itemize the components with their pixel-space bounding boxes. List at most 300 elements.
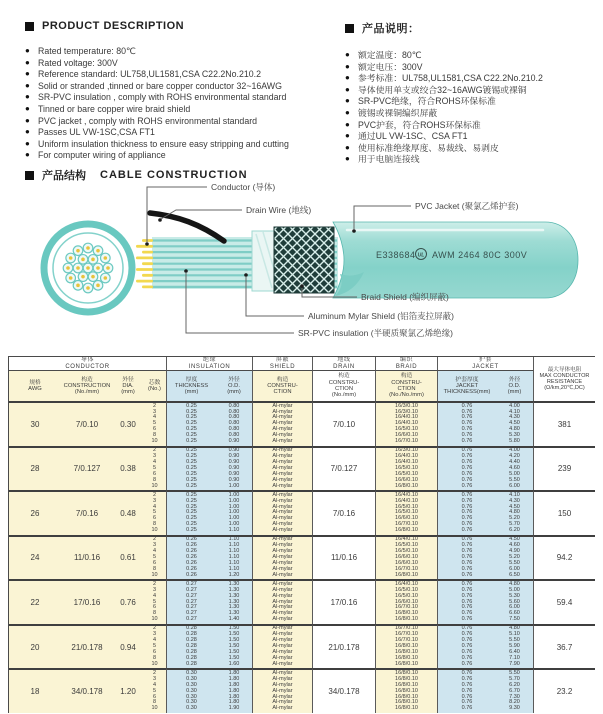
cell-line: JACKET	[472, 363, 499, 370]
spec-cell-shield-awg28	[253, 446, 313, 491]
cell-line: 0.80	[228, 402, 240, 409]
cell-line: 8	[152, 476, 157, 483]
cell-line: 6.40	[509, 648, 520, 655]
cell-line: 16/5/0.10	[395, 426, 418, 433]
cell-line: 0.76	[461, 610, 473, 617]
cell-line: 16/8/0.10	[395, 643, 418, 650]
spec-cell-construction-awg26: 7/0.16	[61, 490, 113, 535]
cell-line: 外径	[122, 376, 134, 383]
cell-line: 0.27	[186, 592, 197, 599]
spec-cell-resistance-awg18: 23.2	[534, 668, 595, 713]
cell-line: 导体	[80, 357, 95, 364]
cell-line: 5.10	[509, 631, 520, 638]
cell-line: Al-mylar	[272, 654, 293, 661]
cell-line: 0.27	[186, 616, 197, 623]
cell-line: 0.25	[186, 438, 197, 445]
spec-cell-resistance-awg28: 239	[534, 446, 595, 491]
cell-line: 2	[152, 491, 157, 498]
cell-line: 0.80	[228, 408, 240, 415]
spec-cell-ins_od-awg24	[216, 535, 253, 580]
cell-line: 0.80	[228, 432, 240, 439]
cell-line: (mm)	[507, 389, 522, 396]
cell-line: 16/8/0.10	[395, 675, 418, 682]
cell-line: 4.90	[509, 548, 520, 555]
cell-line: 0.90	[228, 470, 240, 477]
spec-cell-braid-awg22	[376, 579, 438, 624]
cell-line: 10	[151, 571, 158, 578]
cell-line: 5.60	[509, 598, 520, 605]
cell-line: 0.25	[186, 414, 197, 421]
bullet-item: ● Rated temperature: 80℃	[25, 46, 340, 56]
cell-line: Al-mylar	[272, 559, 293, 566]
cell-line: 0.76	[461, 648, 473, 655]
cell-line: 6.50	[509, 571, 520, 578]
cell-line: 5	[152, 509, 157, 516]
cell-line: 地线	[337, 357, 351, 364]
cell-line: 16/7/0.10	[395, 521, 418, 528]
spec-cell-ins_od-awg26	[216, 490, 253, 535]
cell-line: 9.30	[509, 705, 520, 712]
spec-cell-shield-awg24	[253, 535, 313, 580]
spec-cell-construction-awg22: 17/0.16	[61, 579, 113, 624]
product-description-list	[25, 46, 340, 161]
cell-line: 8	[152, 432, 157, 439]
cell-line: 1.50	[228, 631, 240, 638]
label-pvc-jacket: PVC Jacket (聚氯乙烯护套)	[415, 201, 519, 211]
spec-cell-ins_od-awg30	[216, 401, 253, 446]
cell-line: THICKNESS(mm)	[443, 389, 491, 396]
cell-line: 1.80	[228, 693, 240, 700]
cell-line: 0.76	[461, 491, 473, 498]
cell-line: 1.30	[228, 586, 240, 593]
bullet-item: ● SR-PVC绝缘，符合ROHS环保标准	[345, 96, 595, 106]
cell-line: CONSTRU-	[267, 382, 298, 389]
spec-cell-jacket_od-awg30	[496, 401, 534, 446]
cell-line: (mm)	[184, 389, 199, 396]
spec-cell-jacket_od-awg28	[496, 446, 534, 491]
cell-line: 5.50	[509, 637, 520, 644]
cell-line: 0.76	[461, 559, 473, 566]
cell-line: 16/8/0.10	[395, 654, 418, 661]
cell-line: 4.80	[509, 580, 520, 587]
cell-line: 4.20	[509, 453, 520, 460]
spec-cell-resistance-awg26: 150	[534, 490, 595, 535]
cell-line: 16/4/0.10	[395, 491, 418, 498]
subheader-ins_od	[216, 370, 253, 401]
spec-cell-braid-awg26	[376, 490, 438, 535]
cell-line: 6.00	[509, 565, 520, 572]
spec-cell-jacket_od-awg24	[496, 535, 534, 580]
spec-cell-awg-awg22: 22	[9, 579, 61, 624]
spec-cell-ins_thickness-awg18	[167, 668, 216, 713]
cell-line: 16/3/0.10	[395, 408, 418, 415]
cell-line: 0.27	[186, 604, 197, 611]
cell-line: 16/8/0.10	[395, 616, 418, 623]
cell-line: 0.76	[461, 420, 473, 427]
spec-cell-dia-awg30: 0.30	[113, 401, 143, 446]
cell-line: 16/3/0.10	[395, 447, 418, 454]
cell-line: Al-mylar	[272, 681, 293, 688]
spec-cell-construction-awg28: 7/0.127	[61, 446, 113, 491]
cell-line: 16/8/0.10	[395, 681, 418, 688]
cell-line: 构造	[338, 373, 350, 380]
cell-line: 1.80	[228, 687, 240, 694]
cell-line: AWG	[28, 386, 42, 392]
spec-cell-dia-awg22: 0.76	[113, 579, 143, 624]
cell-line: 5.50	[509, 559, 520, 566]
cell-line: 5.00	[509, 586, 520, 593]
cell-line: 0.27	[186, 586, 197, 593]
cell-line: 0.25	[186, 426, 197, 433]
cell-line: 0.80	[228, 414, 240, 421]
mylar-foil-graphic	[252, 231, 276, 291]
cell-line: Al-mylar	[272, 610, 293, 617]
cell-line: 0.25	[186, 482, 197, 489]
cell-line: 0.76	[461, 616, 473, 623]
cell-line: 1.10	[228, 553, 240, 560]
cell-line: 5.50	[509, 669, 520, 676]
cell-line: 1.50	[228, 654, 240, 661]
spec-cell-jacket_thickness-awg20	[438, 624, 496, 669]
cell-line: 16/5/0.10	[395, 548, 418, 555]
cell-line: Al-mylar	[272, 637, 293, 644]
cell-line: 1.00	[228, 497, 240, 504]
specification-table	[8, 356, 595, 713]
cell-line: 0.76	[461, 660, 473, 667]
spec-cell-braid-awg28	[376, 446, 438, 491]
cell-line: 1.50	[228, 643, 240, 650]
cell-line: 4	[152, 548, 157, 555]
cell-line: O.D.	[508, 382, 521, 389]
cell-line: 0.26	[186, 553, 197, 560]
cell-line: Al-mylar	[272, 616, 293, 623]
bullet-item: ● 参考标准：UL758,UL1581,CSA C22.2No.210.2	[345, 73, 595, 83]
product-description-section	[25, 20, 340, 162]
cell-line: 3	[152, 586, 157, 593]
cell-line: 构造	[400, 373, 413, 380]
cell-line: 0.26	[186, 536, 197, 543]
cell-line: Al-mylar	[272, 625, 293, 632]
cell-line: 16/3/0.10	[395, 402, 418, 409]
jacket-graphic	[333, 222, 578, 298]
cell-line: 0.30	[186, 693, 197, 700]
cell-line: 5.50	[509, 476, 520, 483]
cell-line: 绝缘	[202, 357, 217, 364]
cell-line: 5.20	[509, 515, 520, 522]
cell-line: 16/6/0.10	[395, 559, 418, 566]
cell-line: 0.30	[186, 675, 197, 682]
cell-line: Al-mylar	[272, 669, 293, 676]
cell-line: 4.80	[509, 509, 520, 516]
cell-line: 1.50	[228, 648, 240, 655]
cell-line: (No./No./mm)	[389, 392, 424, 399]
spec-cell-shield-awg30	[253, 401, 313, 446]
cell-line: Al-mylar	[272, 509, 293, 516]
cell-line: Al-mylar	[272, 458, 293, 465]
bullet-item: ● For computer wiring of appliance	[25, 150, 340, 160]
cell-line: 1.20	[228, 571, 240, 578]
cell-line: 1.50	[228, 637, 240, 644]
cell-line: 6.60	[509, 610, 520, 617]
cell-line: Al-mylar	[272, 438, 293, 445]
cell-line: 16/7/0.10	[395, 625, 418, 632]
cell-line: Al-mylar	[272, 571, 293, 578]
cable-cross-section	[44, 224, 132, 312]
cell-line: 6	[152, 515, 157, 522]
cell-line: 0.80	[228, 420, 240, 427]
cell-line: Al-mylar	[272, 515, 293, 522]
spec-cell-dia-awg24: 0.61	[113, 535, 143, 580]
spec-cell-resistance-awg22: 59.4	[534, 579, 595, 624]
cell-line: 5	[152, 643, 157, 650]
cell-line: Al-mylar	[272, 414, 293, 421]
cell-line: 16/5/0.10	[395, 470, 418, 477]
cell-line: (No./mm)	[331, 392, 357, 399]
spec-cell-jacket_thickness-awg26	[438, 490, 496, 535]
cable-construction-diagram	[0, 170, 603, 356]
cell-line: 0.76	[461, 402, 473, 409]
cell-line: 0.76	[461, 414, 473, 421]
cell-line: 8	[152, 521, 157, 528]
cell-line: 1.60	[228, 660, 240, 667]
cell-line: 5	[152, 598, 157, 605]
spec-cell-ins_od-awg18	[216, 668, 253, 713]
spec-cell-drain-awg24: 11/0.16	[313, 535, 376, 580]
bullet-item: ● 用于电脑连接线	[345, 154, 595, 164]
cell-line: 4	[152, 637, 157, 644]
cell-line: 护套	[478, 357, 493, 364]
cell-line: 16/7/0.10	[395, 438, 418, 445]
cell-line: 16/8/0.10	[395, 527, 418, 534]
cell-line: 0.28	[186, 648, 197, 655]
product-description-cn-section	[345, 20, 595, 166]
cell-line: 0.90	[228, 438, 240, 445]
cell-line: Al-mylar	[272, 447, 293, 454]
cell-line: 0.76	[461, 432, 473, 439]
bullet-item: ● SR-PVC insulation , comply with ROHS environmental standard	[25, 92, 340, 102]
cell-line: 16/7/0.10	[395, 604, 418, 611]
spec-cell-ins_od-awg28	[216, 446, 253, 491]
cell-line: 0.76	[461, 637, 473, 644]
cell-line: 2	[152, 669, 157, 676]
subheader-ins_thickness	[167, 370, 216, 401]
cell-line: 0.76	[461, 458, 473, 465]
spec-cell-cores-awg30	[143, 401, 167, 446]
cell-line: 0.76	[461, 447, 473, 454]
bullet-item: ● 通过UL VW-1SC、CSA FT1	[345, 131, 595, 141]
cell-line: 5.90	[509, 643, 520, 650]
cell-line: Al-mylar	[272, 592, 293, 599]
cell-line: 1.00	[228, 509, 240, 516]
product-description-title	[25, 20, 340, 32]
cell-line: 16/8/0.10	[395, 687, 418, 694]
cell-line: Al-mylar	[272, 699, 293, 706]
spec-cell-ins_thickness-awg26	[167, 490, 216, 535]
cell-line: 4.60	[509, 464, 520, 471]
cell-line: 6	[152, 470, 157, 477]
bullet-item: ● 额定电压：300V	[345, 62, 595, 72]
cell-line: 4.80	[509, 625, 520, 632]
cell-line: 0.76	[461, 705, 473, 712]
spec-cell-dia-awg18: 1.20	[113, 668, 143, 713]
spec-cell-jacket_thickness-awg22	[438, 579, 496, 624]
subheader-jacket_thickness	[438, 370, 496, 401]
spec-cell-jacket_od-awg18	[496, 668, 534, 713]
subheader-shield	[253, 370, 313, 401]
label-braid-shield: Braid Shield (编织屏蔽)	[361, 292, 449, 302]
cell-line: 0.90	[228, 464, 240, 471]
subheader-cores	[143, 370, 167, 401]
cell-line: CTION	[273, 389, 292, 396]
construction-title-en: CABLE CONSTRUCTION	[100, 169, 248, 181]
cell-line: 6.00	[509, 482, 520, 489]
spec-cell-awg-awg30: 30	[9, 401, 61, 446]
spec-cell-drain-awg22: 17/0.16	[313, 579, 376, 624]
cell-line: 0.76	[461, 438, 473, 445]
cell-line: 16/5/0.10	[395, 586, 418, 593]
spec-cell-drain-awg18: 34/0.178	[313, 668, 376, 713]
cell-line: 1.00	[228, 482, 240, 489]
cell-line: 4	[152, 503, 157, 510]
spec-cell-dia-awg28: 0.38	[113, 446, 143, 491]
cell-line: Al-mylar	[272, 586, 293, 593]
cell-line: Al-mylar	[272, 705, 293, 712]
cell-line: 16/5/0.10	[395, 464, 418, 471]
cell-line: 0.30	[186, 687, 197, 694]
cell-line: 1.80	[228, 669, 240, 676]
cell-line: 1.00	[228, 503, 240, 510]
cell-line: 构造	[276, 376, 289, 383]
cell-line: 16/8/0.10	[395, 610, 418, 617]
cell-line: 0.25	[186, 464, 197, 471]
spec-cell-cores-awg24	[143, 535, 167, 580]
cell-line: 0.26	[186, 542, 197, 549]
cell-line: 0.90	[228, 458, 240, 465]
cell-line: 1.00	[228, 515, 240, 522]
cell-line: 0.76	[461, 509, 473, 516]
cell-line: 4.60	[509, 542, 520, 549]
cell-line: Al-mylar	[272, 643, 293, 650]
ul-mark-icon: UL	[417, 252, 425, 259]
spec-cell-resistance-awg20: 36.7	[534, 624, 595, 669]
cell-line: 0.25	[186, 432, 197, 439]
group-header-shield	[253, 357, 313, 370]
cell-line: 6	[152, 559, 157, 566]
cell-line: 0.90	[228, 453, 240, 460]
cell-line: 3	[152, 675, 157, 682]
cell-line: 8	[152, 610, 157, 617]
jacket-print-ul-file: E338684	[376, 250, 416, 260]
cell-line: 芯数	[148, 379, 161, 386]
spec-cell-jacket_thickness-awg28	[438, 446, 496, 491]
cell-line: 0.28	[186, 643, 197, 650]
cell-line: 0.76	[461, 527, 473, 534]
cell-line: 5.00	[509, 470, 520, 477]
cell-line: 0.76	[461, 536, 473, 543]
cell-line: 5	[152, 687, 157, 694]
spec-cell-drain-awg20: 21/0.178	[313, 624, 376, 669]
spec-cell-shield-awg18	[253, 668, 313, 713]
cell-line: 1.30	[228, 604, 240, 611]
cell-line: 16/4/0.10	[395, 420, 418, 427]
cell-line: 16/8/0.10	[395, 648, 418, 655]
cell-line: (mm)	[227, 389, 241, 396]
cell-line: 外径	[228, 376, 240, 383]
cell-line: 6.70	[509, 687, 520, 694]
cell-line: 0.30	[186, 669, 197, 676]
cell-line: 4.30	[509, 414, 520, 421]
cell-line: 5.80	[509, 438, 520, 445]
spec-cell-dia-awg20: 0.94	[113, 624, 143, 669]
cell-line: 1.40	[228, 616, 240, 623]
cell-line: 4.80	[509, 426, 520, 433]
bullet-item: ● 导体使用单支或绞合32~16AWG镀锡或裸铜	[345, 85, 595, 95]
cell-line: 0.76	[461, 699, 473, 706]
cell-line: Al-mylar	[272, 426, 293, 433]
cell-line: 0.25	[186, 447, 197, 454]
cell-line: 16/5/0.10	[395, 592, 418, 599]
cell-line: 0.76	[461, 592, 473, 599]
cell-line: 16/8/0.10	[395, 669, 418, 676]
spec-cell-construction-awg18: 34/0.178	[61, 668, 113, 713]
cell-line: 1.00	[228, 491, 240, 498]
cell-line: 1.80	[228, 675, 240, 682]
cell-line: 0.76	[461, 675, 473, 682]
cell-line: 0.26	[186, 548, 197, 555]
cell-line: THICKNESS	[174, 382, 209, 389]
bullet-item: ● Rated voltage: 300V	[25, 58, 340, 68]
cell-line: INSULATION	[188, 363, 231, 370]
cell-line: 16/8/0.10	[395, 660, 418, 667]
cell-line: 0.76	[461, 669, 473, 676]
cell-line: Al-mylar	[272, 482, 293, 489]
cell-line: 1.30	[228, 592, 240, 599]
cell-line: 4	[152, 592, 157, 599]
spec-cell-awg-awg24: 24	[9, 535, 61, 580]
bullet-item: ● 使用标准绝缘厚度、易裁线、易剥皮	[345, 143, 595, 153]
cell-line: Al-mylar	[272, 648, 293, 655]
spec-cell-awg-awg20: 20	[9, 624, 61, 669]
label-sr-pvc: SR-PVC insulation (半硬质聚氯乙烯绝缘)	[298, 328, 453, 338]
cell-line: 1.80	[228, 699, 240, 706]
spec-cell-jacket_od-awg26	[496, 490, 534, 535]
cell-line: Al-mylar	[272, 675, 293, 682]
cell-line: 最大导体电阻	[547, 366, 582, 373]
cell-line: 0.28	[186, 625, 197, 632]
cell-line: 0.76	[461, 681, 473, 688]
cell-line: 0.76	[461, 571, 473, 578]
cell-line: 8.20	[509, 699, 520, 706]
drain-wire-graphic	[150, 213, 224, 241]
cell-line: Al-mylar	[272, 402, 293, 409]
spec-cell-drain-awg28: 7/0.127	[313, 446, 376, 491]
cell-line: 5.30	[509, 592, 520, 599]
cell-line: Al-mylar	[272, 503, 293, 510]
cell-line: 0.76	[461, 586, 473, 593]
cell-line: 0.26	[186, 559, 197, 566]
subheader-dia	[113, 370, 143, 401]
cell-line: 1.30	[228, 598, 240, 605]
cell-line: 0.76	[461, 548, 473, 555]
cell-line: (No./mm)	[74, 389, 100, 396]
cell-line: 6	[152, 693, 157, 700]
cell-line: 5	[152, 420, 157, 427]
cell-line: 3	[152, 453, 157, 460]
cell-line: 0.25	[186, 453, 197, 460]
spec-cell-shield-awg22	[253, 579, 313, 624]
cell-line: Al-mylar	[272, 565, 293, 572]
cell-line: 0.25	[186, 420, 197, 427]
